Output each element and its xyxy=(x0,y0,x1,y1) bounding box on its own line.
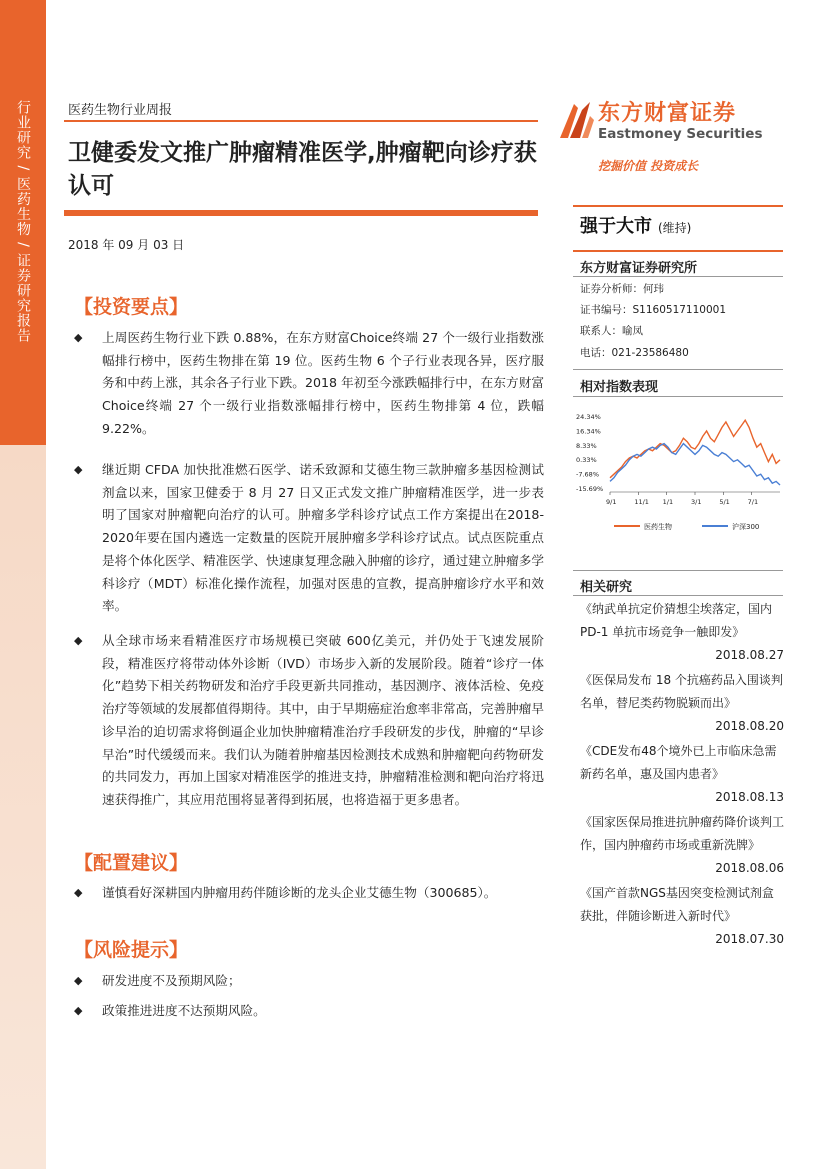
bullet-item xyxy=(74,630,544,812)
phone: 电话：021-23586480 xyxy=(580,347,689,359)
x-tick-label: 9/1 xyxy=(606,498,617,506)
related-item-date: 2018.08.06 xyxy=(715,861,784,875)
x-tick-label: 1/1 xyxy=(662,498,674,506)
index-section-title: 相对指数表现 xyxy=(580,380,659,395)
bullet-text: 从全球市场来看精准医疗市场规模已突破 600亿美元，并仍处于飞速发展阶段，精准医疗将带动体外诊断（IVD）市场步入新的发展阶段。随着“诊疗一体化”趋势下相关药物研发和治疗手段更新共同推动，基因测序、液体活检、免疫治疗等领域的发展都值得期待。其中，由于早期癌症治愈率非常高，完善肿瘤早诊早治的迫切需求将倒逼企业加快肿瘤精准治疗手段研发的步伐，肿瘤的“早诊早治”时代缓缓而来。我们认为随着肿瘤基因检测技术成熟和肿瘤靶向药物研发的共同发力，再加上国家对精准医学的推进支持，肿瘤精准检测和靶向治疗将迅速获得推广，其应用范围将显著得到拓展，也将造福于更多患者。 xyxy=(102,633,544,807)
related-item-date: 2018.08.13 xyxy=(715,790,784,804)
cert-number: 证书编号：S1160517110001 xyxy=(580,304,727,316)
brand-name-en: Eastmoney Securities xyxy=(598,126,763,142)
diamond-bullet-icon: ◆ xyxy=(74,331,83,344)
divider xyxy=(573,205,783,207)
legend-label: 医药生物 xyxy=(644,523,672,531)
related-item-title[interactable]: 《国产首款NGS基因突变检测试剂盒获批，伴随诊断进入新时代》 xyxy=(580,886,774,923)
bullet-text: 上周医药生物行业下跌 0.88%，在东方财富Choice终端 27 个一级行业指数涨幅排行榜中，医药生物排在第 19 位。医药生物 6 个子行业表现各异，医疗服务和中药上涨，其余各子行业下跌。2018 年初至今涨跌幅排行中，在东方财富Choice终端 27 个一级行业指数涨幅排行榜中，医药生物排第 4 位，跌幅 9.22%。 xyxy=(102,330,544,436)
related-item-date: 2018.08.27 xyxy=(715,648,784,662)
x-tick-label: 5/1 xyxy=(719,498,730,506)
bullet-text: 研发进度不及预期风险； xyxy=(102,973,241,988)
x-tick-label: 11/1 xyxy=(634,498,649,506)
page-title: 卫健委发文推广肿瘤精准医学,肿瘤靶向诊疗获认可 xyxy=(68,140,537,199)
divider xyxy=(64,120,538,122)
x-tick-label: 3/1 xyxy=(691,498,702,506)
bullet-item xyxy=(74,882,544,905)
divider xyxy=(573,369,783,370)
diamond-bullet-icon: ◆ xyxy=(74,886,83,899)
rating-label: 强于大市 xyxy=(580,216,652,237)
divider xyxy=(573,396,783,397)
diamond-bullet-icon: ◆ xyxy=(74,634,83,647)
bullet-text: 继近期 CFDA 加快批准燃石医学、诺禾致源和艾德生物三款肿瘤多基因检测试剂盒以来，国家卫健委于 8 月 27 日又正式发文推广肿瘤精准医学，进一步表明了国家对肿瘤靶向治疗的认可。肿瘤多学科诊疗试点工作方案提出在2018-2020年要在国内遴选一定数量的医院开展肿瘤多学科诊疗试点。试点医院重点是将个体化医学、精准医学、快速康复理念融入肿瘤的诊疗，通过建立肿瘤多学科诊疗（MDT）标准化操作流程，加强对医患的宣教，提高肿瘤诊疗水平和效率。 xyxy=(102,462,544,614)
analyst: 证券分析师：何玮 xyxy=(580,283,664,295)
related-item-title[interactable]: 《CDE发布48个境外已上市临床急需新药名单，惠及国内患者》 xyxy=(580,744,777,781)
brand-slogan: 挖掘价值 投资成长 xyxy=(598,159,699,173)
section-heading-config: 【配置建议】 xyxy=(74,852,189,874)
rating-sub: (维持) xyxy=(658,221,692,235)
y-tick-label: 8.33% xyxy=(576,441,597,450)
section-heading-risk: 【风险提示】 xyxy=(74,939,189,961)
bullet-text: 政策推进进度不达预期风险。 xyxy=(102,1003,266,1018)
y-tick-label: 16.34% xyxy=(576,427,601,436)
related-research-list xyxy=(580,598,784,953)
series-line xyxy=(610,420,780,478)
divider xyxy=(573,595,783,596)
divider xyxy=(573,570,783,571)
series-line xyxy=(610,444,780,485)
brand-name: 东方财富证券 xyxy=(598,101,737,126)
bullet-item xyxy=(74,970,544,993)
relative-index-chart xyxy=(574,404,784,554)
sidebar-text: 行业研究 / 医药生物 / 证券研究报告 xyxy=(15,100,31,344)
y-tick-label: 24.34% xyxy=(576,413,601,421)
bullet-item xyxy=(74,327,544,441)
report-date: 2018 年 09 月 03 日 xyxy=(68,238,185,252)
related-item-date: 2018.07.30 xyxy=(715,932,784,946)
divider xyxy=(573,276,783,277)
title-bar xyxy=(64,210,538,216)
legend-label: 沪深300 xyxy=(732,523,760,531)
x-tick-label: 7/1 xyxy=(747,498,759,506)
related-item-title[interactable]: 《国家医保局推进抗肿瘤药降价谈判工作，国内肿瘤药市场或重新洗牌》 xyxy=(580,815,785,852)
related-item-title[interactable]: 《医保局发布 18 个抗癌药品入围谈判名单，替尼类药物脱颖而出》 xyxy=(580,673,783,710)
y-tick-label: 0.33% xyxy=(576,456,597,465)
rating xyxy=(580,212,691,238)
contact: 联系人：喻凤 xyxy=(580,325,643,337)
related-research-title: 相关研究 xyxy=(580,580,633,595)
institute-name: 东方财富证券研究所 xyxy=(580,261,698,276)
related-item-date: 2018.08.20 xyxy=(715,719,784,733)
bullet-text: 谨慎看好深耕国内肿瘤用药伴随诊断的龙头企业艾德生物（300685）。 xyxy=(102,885,497,900)
y-tick-label: -7.68% xyxy=(576,470,599,479)
section-heading-invest: 【投资要点】 xyxy=(74,296,189,318)
sidebar-band xyxy=(0,0,46,1169)
diamond-bullet-icon: ◆ xyxy=(74,463,83,476)
y-tick-label: -15.69% xyxy=(576,485,604,493)
divider xyxy=(573,250,783,252)
report-category: 医药生物行业周报 xyxy=(68,103,173,118)
diamond-bullet-icon: ◆ xyxy=(74,1004,83,1017)
bullet-item xyxy=(74,459,544,618)
related-item-title[interactable]: 《纳武单抗定价猜想尘埃落定，国内PD-1 单抗市场竞争一触即发》 xyxy=(580,602,773,639)
bullet-item xyxy=(74,1000,544,1023)
brand-logo-icon xyxy=(556,98,596,142)
diamond-bullet-icon: ◆ xyxy=(74,974,83,987)
